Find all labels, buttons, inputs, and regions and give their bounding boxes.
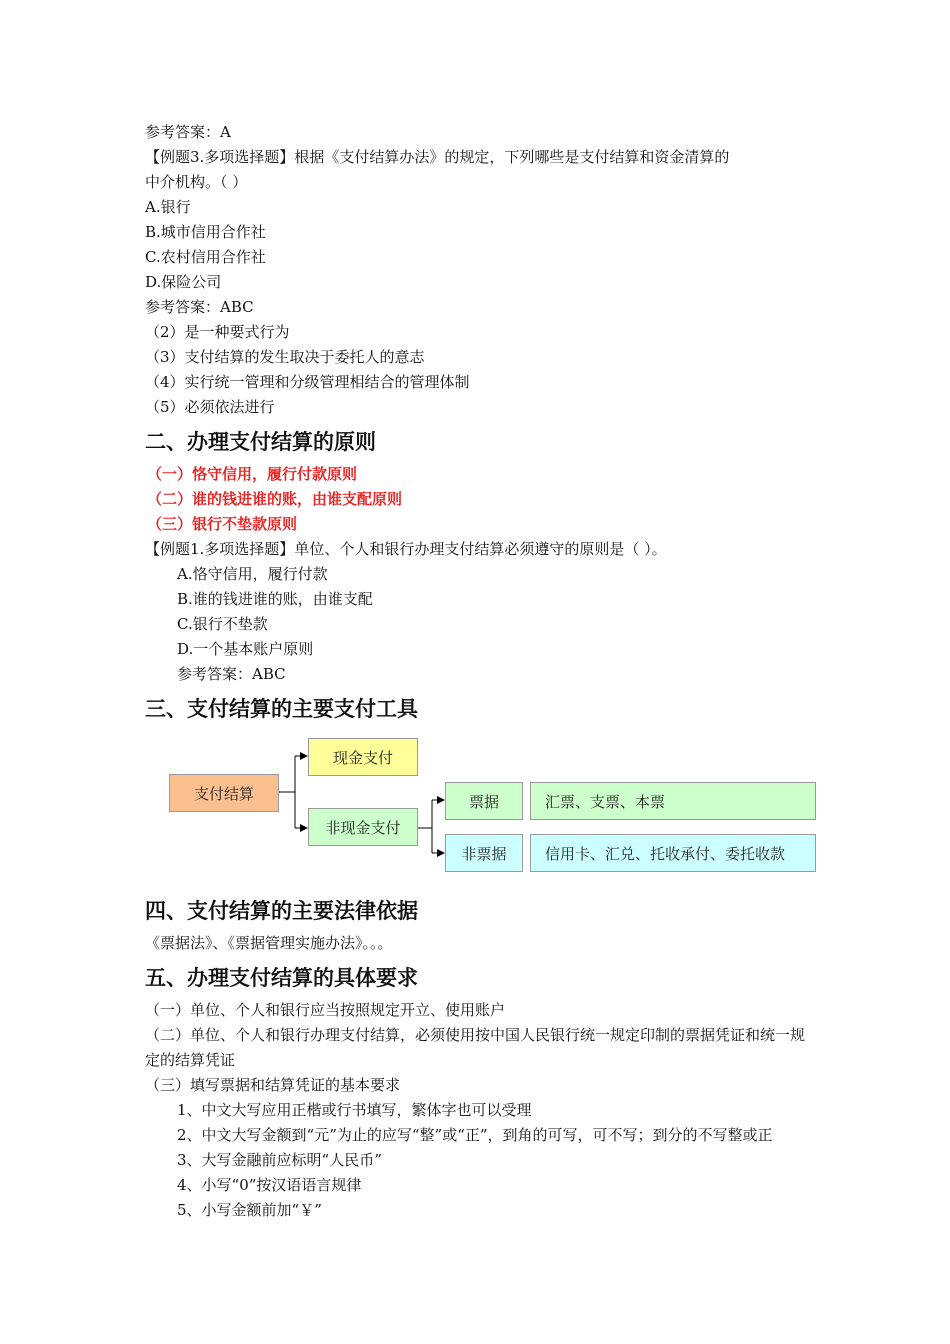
option-a: A.恪守信用，履行付款 (177, 565, 328, 583)
rule-item: 4、小写“0”按汉语语言规律 (177, 1176, 362, 1194)
rule-item: 2、中文大写金额到“元”为止的应写“整”或“正”，到角的可写，可不写；到分的不写整或正 (177, 1126, 773, 1144)
option-d: D.一个基本账户原则 (177, 640, 314, 658)
section-heading: 二、办理支付结算的原则 (145, 430, 376, 454)
nonbills-node: 非票据 (445, 834, 523, 872)
cash-payment-node: 现金支付 (308, 738, 418, 776)
principle-item: （二）谁的钱进谁的账，由谁支配原则 (147, 490, 403, 508)
option-c: C.银行不垫款 (177, 615, 268, 633)
nonbills-detail-node: 信用卡、汇兑、托收承付、委托收款 (530, 834, 816, 872)
option-c: C.农村信用合作社 (145, 248, 266, 266)
bills-detail-node: 汇票、支票、本票 (530, 782, 816, 820)
noncash-payment-node: 非现金支付 (308, 808, 418, 846)
requirement-item: （一）单位、个人和银行应当按照规定开立、使用账户 (145, 1001, 506, 1019)
example-question: 【例题3.多项选择题】根据《支付结算办法》的规定，下列哪些是支付结算和资金清算的 (145, 148, 730, 166)
requirement-item: （二）单位、个人和银行办理支付结算，必须使用按中国人民银行统一规定印制的票据凭证和统一规定的结算凭证 (145, 1026, 806, 1069)
answer-line: 参考答案：ABC (177, 665, 286, 683)
feature-point: （2）是一种要式行为 (145, 323, 290, 341)
example-question-cont: 中介机构。（ ） (145, 173, 248, 191)
rule-item: 3、大写金融前应标明“人民币” (177, 1151, 382, 1169)
document-page (145, 120, 815, 1223)
root-node-payment-settlement: 支付结算 (169, 774, 279, 812)
answer-line: 参考答案：ABC (145, 298, 254, 316)
requirement-item: （三）填写票据和结算凭证的基本要求 (145, 1076, 401, 1094)
rule-item: 5、小写金额前加“￥” (177, 1201, 322, 1219)
feature-point: （4）实行统一管理和分级管理相结合的管理体制 (145, 373, 470, 391)
payment-tools-diagram (145, 732, 815, 882)
bills-node: 票据 (445, 782, 523, 820)
section-heading: 四、支付结算的主要法律依据 (145, 899, 418, 923)
rule-item: 1、中文大写应用正楷或行书填写，繁体字也可以受理 (177, 1101, 532, 1119)
option-b: B.城市信用合作社 (145, 223, 266, 241)
principle-item: （三）银行不垫款原则 (147, 515, 298, 533)
option-a: A.银行 (145, 198, 191, 216)
answer-line: 参考答案：A (145, 123, 231, 141)
principle-item: （一）恪守信用，履行付款原则 (147, 465, 358, 483)
section-heading: 五、办理支付结算的具体要求 (145, 966, 418, 990)
option-d: D.保险公司 (145, 273, 222, 291)
feature-point: （5）必须依法进行 (145, 398, 275, 416)
legal-basis-text: 《票据法》、《票据管理实施办法》。。。 (145, 934, 393, 952)
option-b: B.谁的钱进谁的账，由谁支配 (177, 590, 373, 608)
section-heading: 三、支付结算的主要支付工具 (145, 697, 418, 721)
example-question: 【例题1.多项选择题】单位、个人和银行办理支付结算必须遵守的原则是（ ）。 (145, 540, 667, 558)
feature-point: （3）支付结算的发生取决于委托人的意志 (145, 348, 425, 366)
